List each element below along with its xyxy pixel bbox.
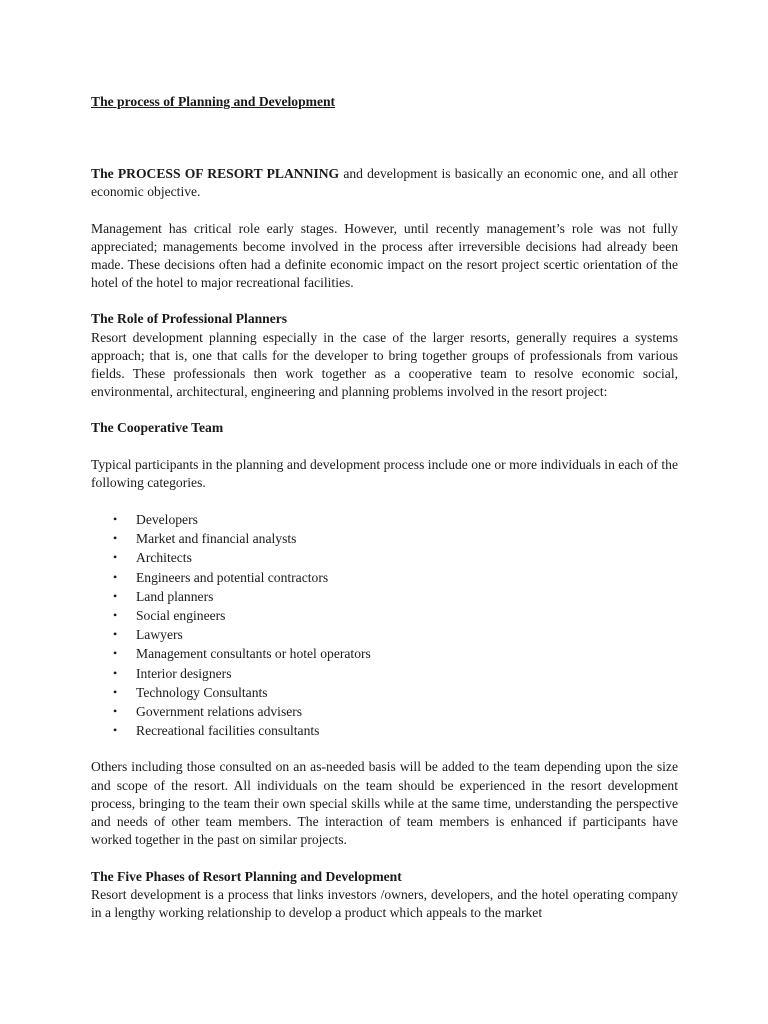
bullet-icon: •	[113, 684, 118, 699]
bullet-icon: •	[113, 569, 118, 584]
list-item: • Market and financial analysts	[91, 529, 678, 548]
list-item: • Social engineers	[91, 606, 678, 625]
bullet-icon: •	[113, 627, 118, 642]
intro-text: and development is basically an economic one, and all other economic objective.	[91, 166, 678, 200]
list-item: • Engineers and potential contractors	[91, 568, 678, 587]
participant-list	[91, 510, 678, 740]
intro-paragraph	[91, 165, 678, 201]
management-paragraph: Management has critical role early stages. However, until recently management’s role was not fully appreciated; managements become involved in the process after irreversible decisions had already been made. These decisions often had a definite economic impact on the resort project scertic orientation of the hotel of the hotel to major recreational facilities.	[91, 220, 678, 291]
bullet-icon: •	[113, 531, 118, 546]
bullet-icon: •	[113, 646, 118, 661]
section-heading-team: The Cooperative Team	[91, 420, 224, 436]
list-item: • Lawyers	[91, 625, 678, 644]
bullet-icon: •	[113, 665, 118, 680]
list-item: • Technology Consultants	[91, 683, 678, 702]
bullet-icon: •	[113, 608, 118, 623]
list-item: • Developers	[91, 510, 678, 529]
list-item: • Interior designers	[91, 664, 678, 683]
bullet-icon: •	[113, 588, 118, 603]
bullet-icon: •	[113, 704, 118, 719]
phases-paragraph: Resort development is a process that links investors /owners, developers, and the hotel operating company in a lengthy working relationship to develop a product which appeals to the market	[91, 886, 678, 920]
intro-bold-lead: The PROCESS OF RESORT PLANNING	[91, 166, 340, 182]
section-heading-phases: The Five Phases of Resort Planning and Development	[91, 868, 402, 884]
section-heading-planners: The Role of Professional Planners	[91, 311, 288, 327]
bullet-icon: •	[113, 723, 118, 738]
document-body	[91, 93, 678, 922]
planners-paragraph: Resort development planning especially in the case of the larger resorts, generally requires a systems approach; that is, one that calls for the developer to bring together groups of professionals from various fields. These professionals then work together as a cooperative team to resolve economic social, environmental, architectural, engineering and planning problems involved in the resort project:	[91, 329, 678, 400]
page-title: The process of Planning and Development	[91, 94, 336, 109]
bullet-icon: •	[113, 550, 118, 565]
list-item: • Management consultants or hotel operators	[91, 644, 678, 663]
list-item: • Government relations advisers	[91, 702, 678, 721]
team-closing-paragraph: Others including those consulted on an as-needed basis will be added to the team depending upon the size and scope of the resort. All individuals on the team should be experienced in the resort development process, bringing to the team their own special skills while at the same time, understanding the perspective and needs of other team members. The interaction of team members is enhanced if participants have worked together in the past on similar projects.	[91, 759, 678, 848]
team-intro-paragraph: Typical participants in the planning and development process include one or more individuals in each of the following categories.	[91, 456, 678, 490]
bullet-icon: •	[113, 512, 118, 527]
list-item: • Architects	[91, 548, 678, 567]
list-item: • Recreational facilities consultants	[91, 721, 678, 740]
list-item: • Land planners	[91, 587, 678, 606]
